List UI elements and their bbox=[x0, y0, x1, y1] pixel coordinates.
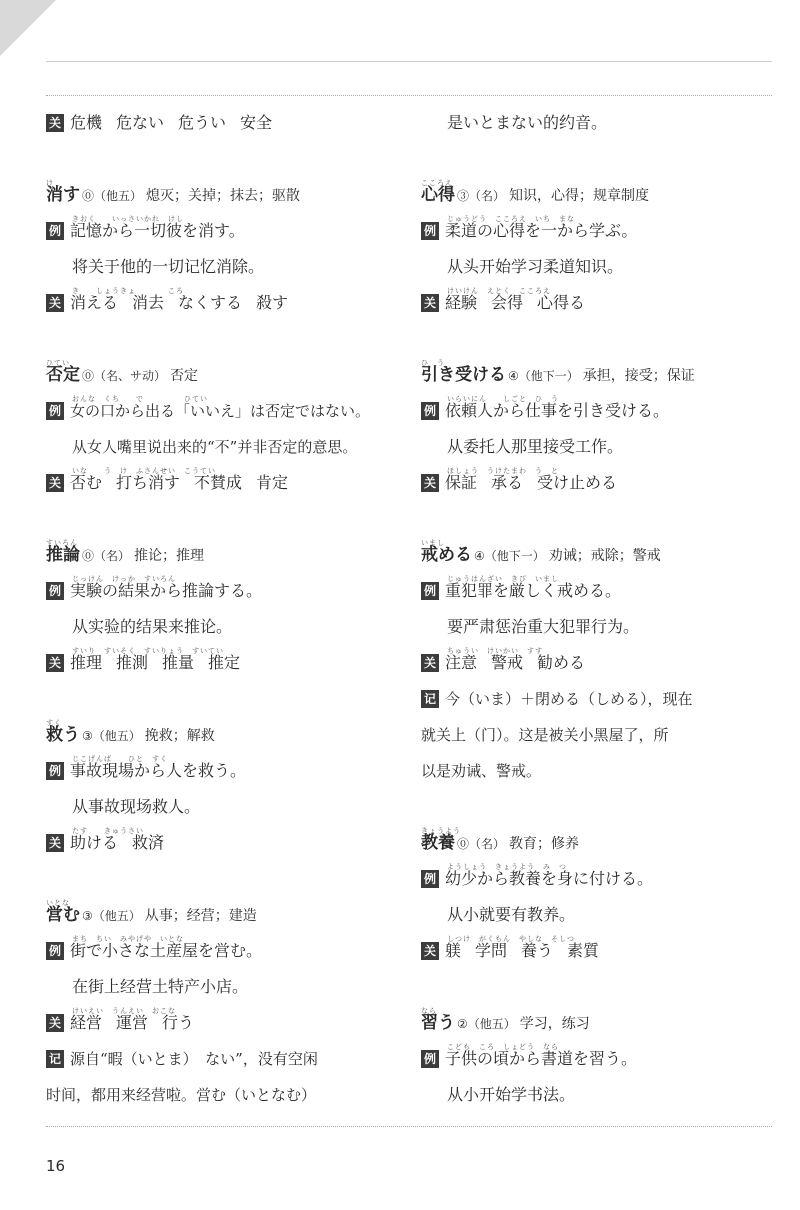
related-word: 運営 bbox=[116, 1013, 149, 1032]
note-text: 今（いま）＋閉める（しめる），现在 bbox=[445, 690, 693, 708]
meaning: 从事；经营；建造 bbox=[144, 908, 257, 924]
headword: 営む bbox=[46, 905, 80, 925]
note-text: 就关上（门）。这是被关小黑屋了，所 bbox=[421, 726, 669, 744]
related-word: 素質 bbox=[567, 941, 600, 960]
entry-imashimeru bbox=[421, 537, 761, 789]
part-of-speech: ②（他五） bbox=[457, 1017, 516, 1031]
related-tag: 关 bbox=[46, 114, 64, 132]
headword-reading: ひ う bbox=[421, 359, 445, 367]
example-tag: 例 bbox=[46, 582, 64, 600]
example-sentence: 依頼人から仕事を引き受ける。 bbox=[445, 401, 670, 420]
example-reading: じゅうはんざい きび いまし bbox=[447, 575, 559, 583]
headword-reading: こころえ bbox=[421, 179, 453, 187]
entry-sukuu bbox=[46, 717, 386, 861]
entry-suiron bbox=[46, 537, 386, 681]
part-of-speech: ③（他五） bbox=[82, 909, 141, 923]
example-translation: 将关于他的一切记忆消除。 bbox=[72, 257, 265, 276]
part-of-speech: ⓪（名） bbox=[82, 549, 131, 563]
example-sentence: 重犯罪を厳しく戒める。 bbox=[445, 581, 622, 600]
example-translation: 从女人嘴里说出来的“不”并非否定的意思。 bbox=[72, 438, 358, 456]
related-word: 経験 bbox=[445, 293, 478, 312]
related-word: 承る bbox=[491, 473, 524, 492]
meaning: 教育；修养 bbox=[509, 836, 580, 852]
example-tag: 例 bbox=[46, 942, 64, 960]
entry-kesu bbox=[46, 177, 386, 321]
related-tag: 关 bbox=[46, 294, 64, 312]
example-reading: いらいにん しごと ひ う bbox=[447, 395, 559, 403]
example-reading: まち ちい みやげや いとな bbox=[72, 935, 184, 943]
example-translation: 从委托人那里接受工作。 bbox=[447, 437, 624, 456]
related-word: 推量 bbox=[162, 653, 195, 672]
example-translation: 在街上经营土特产小店。 bbox=[72, 977, 249, 996]
example-tag: 例 bbox=[421, 870, 439, 888]
headword-reading: きょうよう bbox=[421, 827, 461, 835]
related-tag: 关 bbox=[46, 834, 64, 852]
example-sentence: 実験の結果から推論する。 bbox=[70, 581, 263, 600]
entry-hikiukeru bbox=[421, 357, 761, 501]
related-word: 養う bbox=[521, 941, 554, 960]
example-reading: じゅうどう こころえ いち まな bbox=[447, 215, 575, 223]
headword: 消す bbox=[46, 185, 80, 205]
related-word: 保証 bbox=[445, 473, 478, 492]
headword: 引き受ける bbox=[421, 365, 506, 385]
meaning: 熄灭；关掉；抹去；驱散 bbox=[146, 188, 301, 204]
entry-kokoroe bbox=[421, 177, 761, 321]
related-word: 学問 bbox=[475, 941, 508, 960]
entry-hitei bbox=[46, 357, 386, 501]
related-word: 推定 bbox=[208, 653, 241, 672]
headword: 戒める bbox=[421, 545, 472, 565]
example-tag: 例 bbox=[46, 402, 64, 420]
entry-itonamu bbox=[46, 897, 386, 1113]
related-word: 心得る bbox=[537, 293, 586, 312]
related-reading: しつけ がくもん やしな そしつ bbox=[447, 935, 575, 943]
example-sentence: 幼少から教養を身に付ける。 bbox=[445, 869, 654, 888]
headword: 心得 bbox=[421, 185, 455, 205]
example-translation: 从实验的结果来推论。 bbox=[72, 617, 233, 636]
related-reading: き しょうきょ ころ bbox=[72, 287, 184, 295]
related-reading: ほしょう うけたまわ う と bbox=[447, 467, 559, 475]
related-line bbox=[46, 105, 386, 141]
related-word: 不賛成 bbox=[194, 473, 243, 492]
example-tag: 例 bbox=[46, 762, 64, 780]
example-reading: じこげんば ひと すく bbox=[72, 755, 168, 763]
headword-reading: いとな bbox=[46, 899, 70, 907]
related-tag: 关 bbox=[421, 474, 439, 492]
part-of-speech: ④（他下一） bbox=[474, 549, 545, 563]
related-word: 安全 bbox=[240, 113, 273, 132]
example-reading: きおく いっさいかれ けし bbox=[72, 215, 184, 223]
related-reading: いな う け ふさんせい こうてい bbox=[72, 467, 216, 475]
related-tag: 关 bbox=[46, 654, 64, 672]
headword: 救う bbox=[46, 725, 80, 745]
related-tag: 关 bbox=[46, 1014, 64, 1032]
part-of-speech: ⓪（名） bbox=[457, 837, 506, 851]
related-tag: 关 bbox=[421, 294, 439, 312]
related-word: 消去 bbox=[132, 293, 165, 312]
related-word: 殺す bbox=[256, 293, 289, 312]
note-text: 以是劝诫、警戒。 bbox=[421, 762, 542, 780]
note-text: 源自“暇（いとま） ない”，没有空闲 bbox=[70, 1050, 318, 1068]
related-word: 危ない bbox=[116, 113, 165, 132]
example-sentence: 記憶から一切彼を消す。 bbox=[70, 221, 245, 240]
related-reading: けいえい うんえい おこな bbox=[72, 1007, 176, 1015]
headword: 否定 bbox=[46, 365, 80, 385]
example-sentence: 事故現場から人を救う。 bbox=[70, 761, 247, 780]
headword: 習う bbox=[421, 1013, 455, 1033]
related-word: 打ち消す bbox=[116, 473, 181, 492]
related-word: 救済 bbox=[132, 833, 165, 852]
note-continuation: 是いとまない的约音。 bbox=[447, 113, 608, 132]
example-translation: 要严肃惩治重大犯罪行为。 bbox=[447, 617, 640, 636]
related-reading: たす きゅうさい bbox=[72, 827, 144, 835]
meaning: 知识，心得；规章制度 bbox=[509, 188, 650, 204]
example-translation: 从事故现场救人。 bbox=[72, 797, 201, 816]
example-reading: こども ころ しょどう なら bbox=[447, 1043, 559, 1051]
headword-reading: なら bbox=[421, 1007, 437, 1015]
related-word: 注意 bbox=[445, 653, 478, 672]
entry-kyouyou bbox=[421, 825, 761, 969]
example-tag: 例 bbox=[421, 1050, 439, 1068]
related-word: 警戒 bbox=[491, 653, 524, 672]
related-tag: 关 bbox=[46, 474, 64, 492]
entry-kiki bbox=[46, 105, 386, 141]
related-word: 躾 bbox=[445, 941, 462, 960]
related-word: 危うい bbox=[178, 113, 227, 132]
related-word: 否む bbox=[70, 473, 103, 492]
related-word: 肯定 bbox=[256, 473, 289, 492]
example-sentence: 街で小さな土産屋を営む。 bbox=[70, 941, 263, 960]
headword-reading: すく bbox=[46, 719, 62, 727]
related-word: 勧める bbox=[537, 653, 586, 672]
related-word: 推測 bbox=[116, 653, 149, 672]
example-sentence: 子供の頃から書道を習う。 bbox=[445, 1049, 638, 1068]
note-tag: 记 bbox=[421, 690, 439, 708]
example-tag: 例 bbox=[421, 582, 439, 600]
left-column bbox=[46, 105, 386, 1113]
part-of-speech: ⓪（名、サ动） bbox=[82, 369, 167, 383]
related-word: 助ける bbox=[70, 833, 119, 852]
meaning: 承担，接受；保证 bbox=[582, 368, 695, 384]
headword-reading: ひてい bbox=[46, 359, 70, 367]
example-sentence: 柔道の心得を一から学ぶ。 bbox=[445, 221, 638, 240]
related-tag: 关 bbox=[421, 654, 439, 672]
related-word: 推理 bbox=[70, 653, 103, 672]
entry-narau bbox=[421, 1005, 761, 1113]
example-translation: 从小就要有教养。 bbox=[447, 905, 576, 924]
meaning: 挽救；解救 bbox=[144, 728, 215, 744]
page-corner-fold bbox=[0, 0, 56, 56]
example-reading: おんな くち で ひてい bbox=[72, 395, 208, 403]
meaning: 学习，练习 bbox=[519, 1016, 590, 1032]
related-reading: けいけん えとく こころえ bbox=[447, 287, 551, 295]
meaning: 否定 bbox=[170, 368, 199, 384]
example-reading: じっけん けっか すいろん bbox=[72, 575, 176, 583]
part-of-speech: ③（名） bbox=[457, 189, 506, 203]
related-reading: ちゅうい けいかい すす bbox=[447, 647, 544, 655]
related-word: 消える bbox=[70, 293, 119, 312]
example-tag: 例 bbox=[421, 402, 439, 420]
example-tag: 例 bbox=[46, 222, 64, 240]
related-word: 行う bbox=[162, 1013, 195, 1032]
related-word: 受け止める bbox=[537, 473, 618, 492]
note-tag: 记 bbox=[46, 1050, 64, 1068]
headword: 教養 bbox=[421, 833, 455, 853]
headword-reading: すいろん bbox=[46, 539, 78, 547]
meaning: 推论；推理 bbox=[134, 548, 205, 564]
entry-note-continuation bbox=[421, 105, 761, 141]
headword: 推論 bbox=[46, 545, 80, 565]
related-tag: 关 bbox=[421, 942, 439, 960]
example-translation: 从头开始学习柔道知识。 bbox=[447, 257, 624, 276]
headword-reading: いまし bbox=[421, 539, 445, 547]
note-text: 时间，都用来经营啦。営む（いとなむ） bbox=[46, 1086, 317, 1104]
headword-reading: け bbox=[46, 179, 54, 187]
example-tag: 例 bbox=[421, 222, 439, 240]
example-sentence: 女の口から出る「いいえ」は否定ではない。 bbox=[70, 402, 371, 420]
related-word: 危機 bbox=[70, 113, 103, 132]
top-dotted-divider bbox=[46, 95, 772, 96]
example-reading: ようしょう きょうよう み つ bbox=[447, 863, 567, 871]
meaning: 劝诫；戒除；警戒 bbox=[548, 548, 661, 564]
part-of-speech: ③（他五） bbox=[82, 729, 141, 743]
part-of-speech: ⓪（他五） bbox=[82, 189, 143, 203]
related-reading: すいり すいそく すいりょう すいてい bbox=[72, 647, 224, 655]
header-rule bbox=[46, 61, 772, 62]
page-number: 16 bbox=[46, 1157, 66, 1175]
related-word: なくする bbox=[178, 293, 243, 312]
related-word: 経営 bbox=[70, 1013, 103, 1032]
related-word: 会得 bbox=[491, 293, 524, 312]
right-column bbox=[421, 105, 761, 1113]
example-translation: 从小开始学书法。 bbox=[447, 1085, 576, 1104]
bottom-dotted-divider bbox=[46, 1126, 772, 1127]
part-of-speech: ④（他下一） bbox=[508, 369, 579, 383]
